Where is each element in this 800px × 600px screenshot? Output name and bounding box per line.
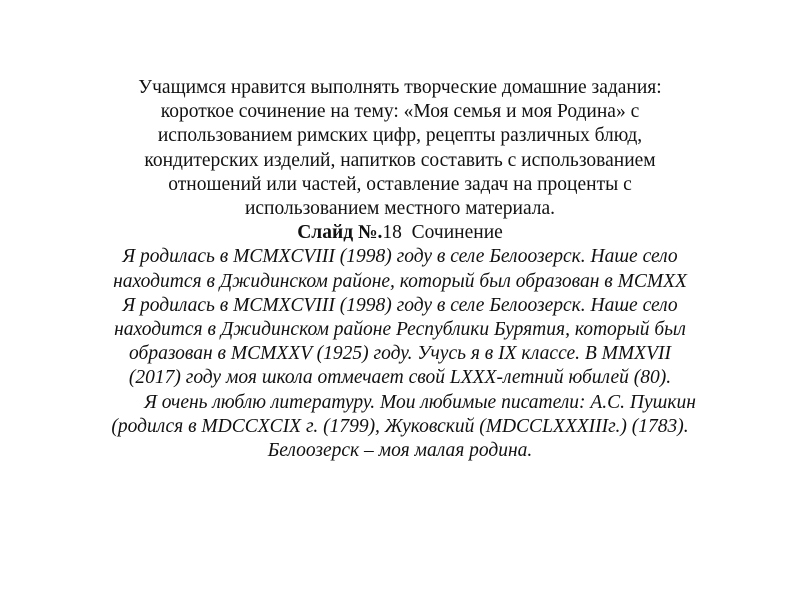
essay-line-5: образован в MCMXXV (1925) году. Учусь я в IX классе. В MMXVII bbox=[129, 343, 671, 365]
intro-line-2: короткое сочинение на тему: «Моя семья и моя Родина» с bbox=[160, 101, 640, 123]
essay-line-1: Я родилась в MCMXCVIII (1998) году в селе Белоозерск. Наше село bbox=[122, 246, 678, 268]
intro-line-4: кондитерских изделий, напитков составить с использованием bbox=[144, 149, 656, 171]
essay-line-6: (2017) году моя школа отмечает свой LXXX-летний юбилей (80). bbox=[128, 367, 672, 389]
essay-line-8: (родился в MDCCXCIX г. (1799), Жуковский (MDCCLXXXIIIг.) (1783). bbox=[111, 415, 689, 437]
slide-heading bbox=[60, 221, 740, 245]
essay-line-9: Белоозерск – моя малая родина. bbox=[267, 440, 533, 462]
slide-heading-title: Сочинение bbox=[411, 222, 503, 244]
essay-line-4: находится в Джидинском районе Республики Бурятия, который был bbox=[114, 319, 686, 341]
slide-heading-number: 18 bbox=[382, 222, 402, 244]
intro-line-3: использованием римских цифр, рецепты различных блюд, bbox=[157, 125, 643, 147]
essay-line-2: находится в Джидинском районе, который был образован в MCMXX bbox=[113, 270, 687, 292]
slide-text-block bbox=[60, 76, 740, 463]
essay-line-3: Я родилась в MCMXCVIII (1998) году в селе Белоозерск. Наше село bbox=[122, 294, 678, 316]
intro-line-6: использованием местного материала. bbox=[244, 198, 556, 220]
intro-line-5: отношений или частей, оставление задач на проценты с bbox=[168, 173, 632, 195]
essay-line-7: Я очень люблю литературу. Мои любимые писатели: А.С. Пушкин bbox=[144, 391, 696, 413]
slide-heading-label: Слайд №. bbox=[297, 222, 383, 244]
intro-line-1: Учащимся нравится выполнять творческие домашние задания: bbox=[138, 77, 662, 98]
